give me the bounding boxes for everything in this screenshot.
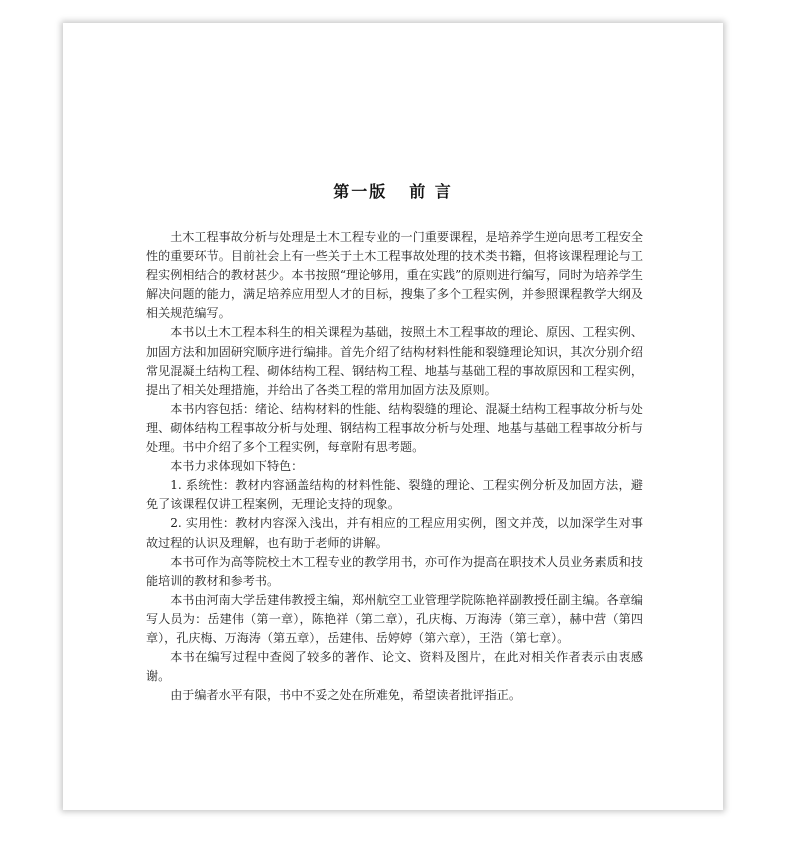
title-preface: 前 言 <box>409 182 453 201</box>
paragraph: 本书在编写过程中查阅了较多的著作、论文、资料及图片，在此对相关作者表示由衷感谢。 <box>146 650 643 684</box>
paragraph: 2. 实用性：教材内容深入浅出，并有相应的工程应用实例，图文并茂，以加深学生对事故过程的认识及理解，也有助于老师的讲解。 <box>146 516 643 550</box>
document-page <box>63 23 723 810</box>
paragraph: 本书以土木工程本科生的相关课程为基础，按照土木工程事故的理论、原因、工程实例、加固方法和加固研究顺序进行编排。首先介绍了结构材料性能和裂缝理论知识，其次分别介绍常见混凝土结构工程、砌体结构工程、钢结构工程、地基与基础工程的事故原因和工程实例，提出了相关处理措施，并给出了各类工程的常用加固方法及原则。 <box>146 325 643 397</box>
title-edition: 第一版 <box>333 182 388 201</box>
paragraph: 本书可作为高等院校土木工程专业的教学用书，亦可作为提高在职技术人员业务素质和技能培训的教材和参考书。 <box>146 554 643 588</box>
paragraph: 1. 系统性：教材内容涵盖结构的材料性能、裂缝的理论、工程实例分析及加固方法，避免了该课程仅讲工程案例，无理论支持的现象。 <box>146 478 643 512</box>
paragraph: 本书内容包括：绪论、结构材料的性能、结构裂缝的理论、混凝土结构工程事故分析与处理、砌体结构工程事故分析与处理、钢结构工程事故分析与处理、地基与基础工程事故分析与处理。书中介绍了多个工程实例，每章附有思考题。 <box>146 401 643 455</box>
paragraph: 本书由河南大学岳建伟教授主编，郑州航空工业管理学院陈艳祥副教授任副主编。各章编写人员为：岳建伟（第一章），陈艳祥（第二章），孔庆梅、万海涛（第三章），赫中营（第四章），孔庆梅、万海涛（第五章），岳建伟、岳婷婷（第六章），王浩（第七章）。 <box>146 592 643 645</box>
paragraph: 土木工程事故分析与处理是土木工程专业的一门重要课程，是培养学生逆向思考工程安全性的重要环节。目前社会上有一些关于土木工程事故处理的技术类书籍，但将该课程理论与工程实例相结合的教材甚少。本书按照“理论够用，重在实践”的原则进行编写，同时为培养学生解决问题的能力，满足培养应用型人才的目标，搜集了多个工程实例，并参照课程教学大纲及相关规范编写。 <box>146 230 643 321</box>
paragraph: 由于编者水平有限，书中不妥之处在所难免，希望读者批评指正。 <box>170 688 521 703</box>
preface-body <box>146 228 643 705</box>
page-title <box>63 179 723 202</box>
paragraph: 本书力求体现如下特色： <box>170 459 304 474</box>
